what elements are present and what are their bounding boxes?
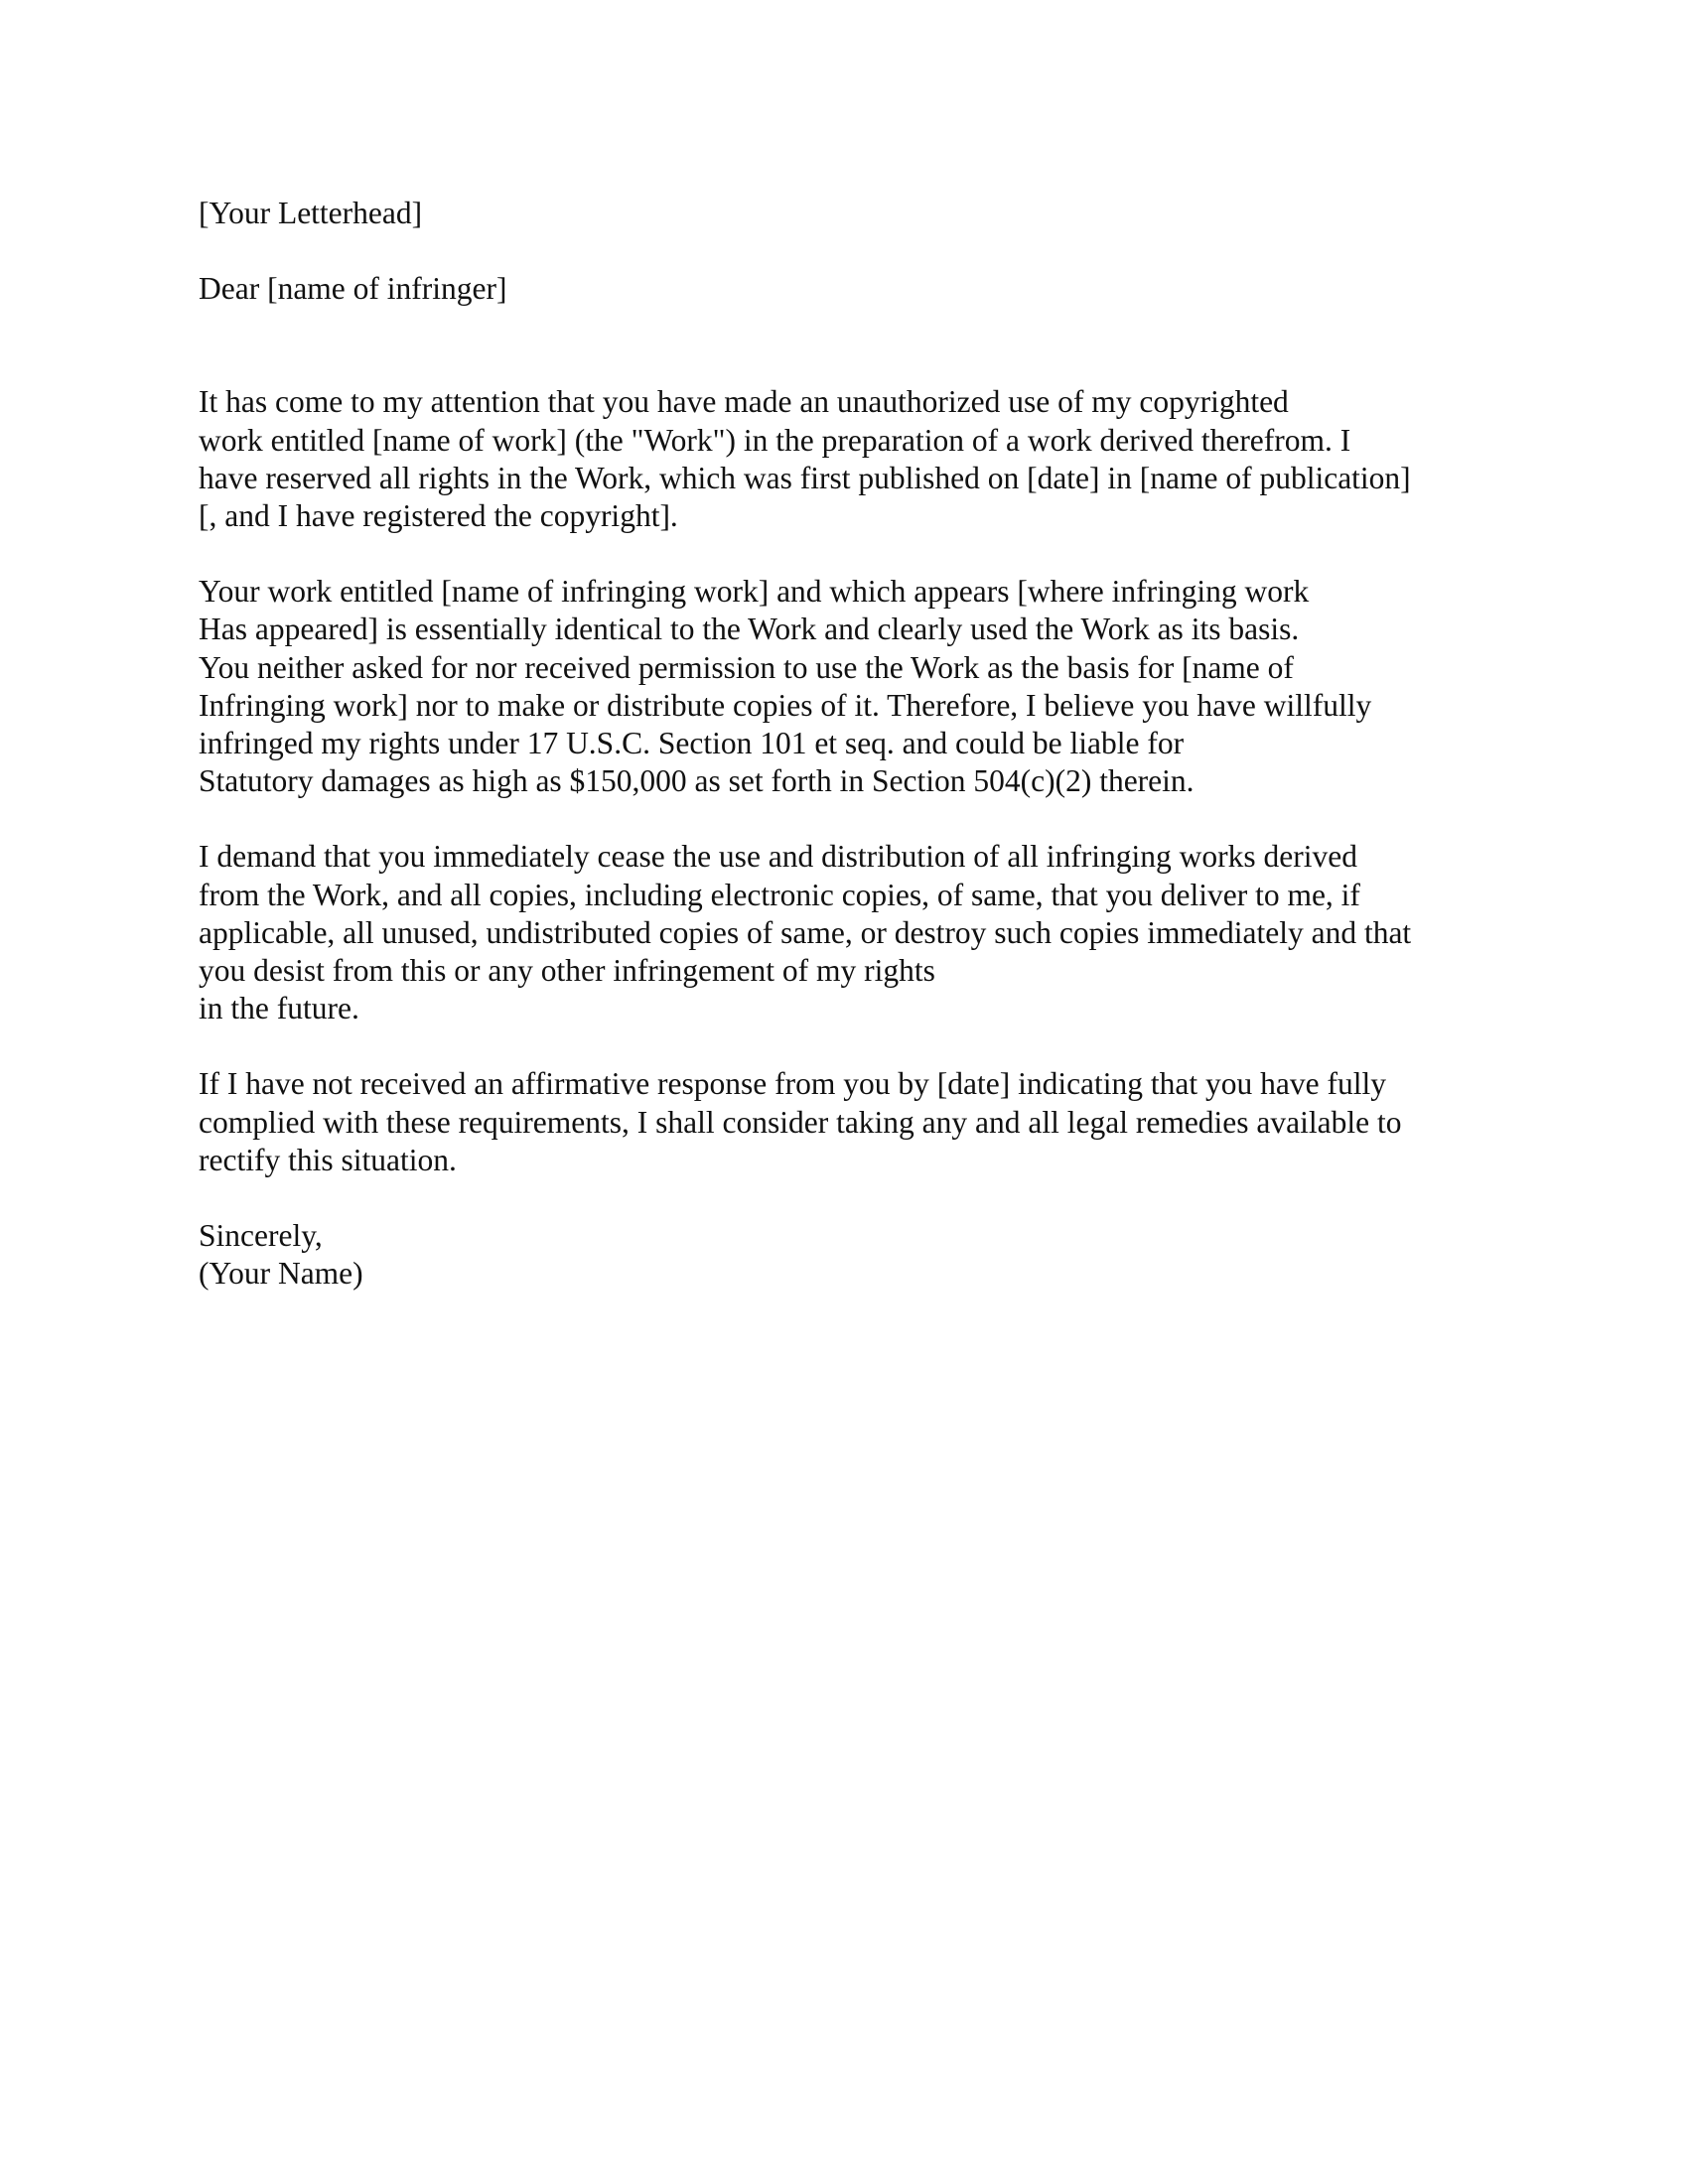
- signature-name: (Your Name): [199, 1256, 363, 1292]
- paragraph-line: Infringing work] nor to make or distribute copies of it. Therefore, I believe you have willfully: [199, 687, 1372, 723]
- paragraph-line: Has appeared] is essentially identical to the Work and clearly used the Work as its basis.: [199, 612, 1300, 647]
- paragraph-line: work entitled [name of work] (the "Work") in the preparation of a work derived therefrom. I: [199, 422, 1351, 458]
- salutation: [199, 270, 1489, 308]
- paragraph-line: complied with these requirements, I shall consider taking any and all legal remedies available to: [199, 1104, 1402, 1140]
- paragraph-line: It has come to my attention that you have made an unauthorized use of my copyrighted: [199, 384, 1289, 420]
- paragraph-line: you desist from this or any other infringement of my rights: [199, 953, 935, 989]
- paragraph-3: [199, 838, 1489, 1027]
- letter-body: [199, 195, 1489, 1293]
- paragraph-line: in the future.: [199, 991, 359, 1026]
- paragraph-line: You neither asked for nor received permission to use the Work as the basis for [name of: [199, 649, 1294, 685]
- paragraph-line: I demand that you immediately cease the use and distribution of all infringing works derived: [199, 839, 1357, 875]
- paragraph-line: have reserved all rights in the Work, which was first published on [date] in [name of publication]: [199, 460, 1411, 495]
- paragraph-line: [, and I have registered the copyright].: [199, 498, 678, 534]
- paragraph-line: rectify this situation.: [199, 1142, 457, 1177]
- letterhead-text: [Your Letterhead]: [199, 196, 423, 230]
- salutation-text: Dear [name of infringer]: [199, 271, 507, 307]
- paragraph-line: If I have not received an affirmative response from you by [date] indicating that you have fully: [199, 1066, 1386, 1102]
- paragraph-2: [199, 573, 1489, 800]
- paragraph-line: infringed my rights under 17 U.S.C. Section 101 et seq. and could be liable for: [199, 726, 1185, 761]
- paragraph-line: from the Work, and all copies, including electronic copies, of same, that you deliver to me, if: [199, 877, 1360, 912]
- closing-text: Sincerely,: [199, 1218, 323, 1254]
- letterhead: [199, 195, 1489, 232]
- paragraph-line: Your work entitled [name of infringing work] and which appears [where infringing work: [199, 574, 1310, 610]
- paragraph-line: Statutory damages as high as $150,000 as set forth in Section 504(c)(2) therein.: [199, 763, 1195, 799]
- paragraph-4: [199, 1065, 1489, 1179]
- paragraph-line: applicable, all unused, undistributed copies of same, or destroy such copies immediately and that: [199, 914, 1412, 950]
- closing-block: [199, 1217, 1489, 1293]
- paragraph-1: [199, 383, 1489, 535]
